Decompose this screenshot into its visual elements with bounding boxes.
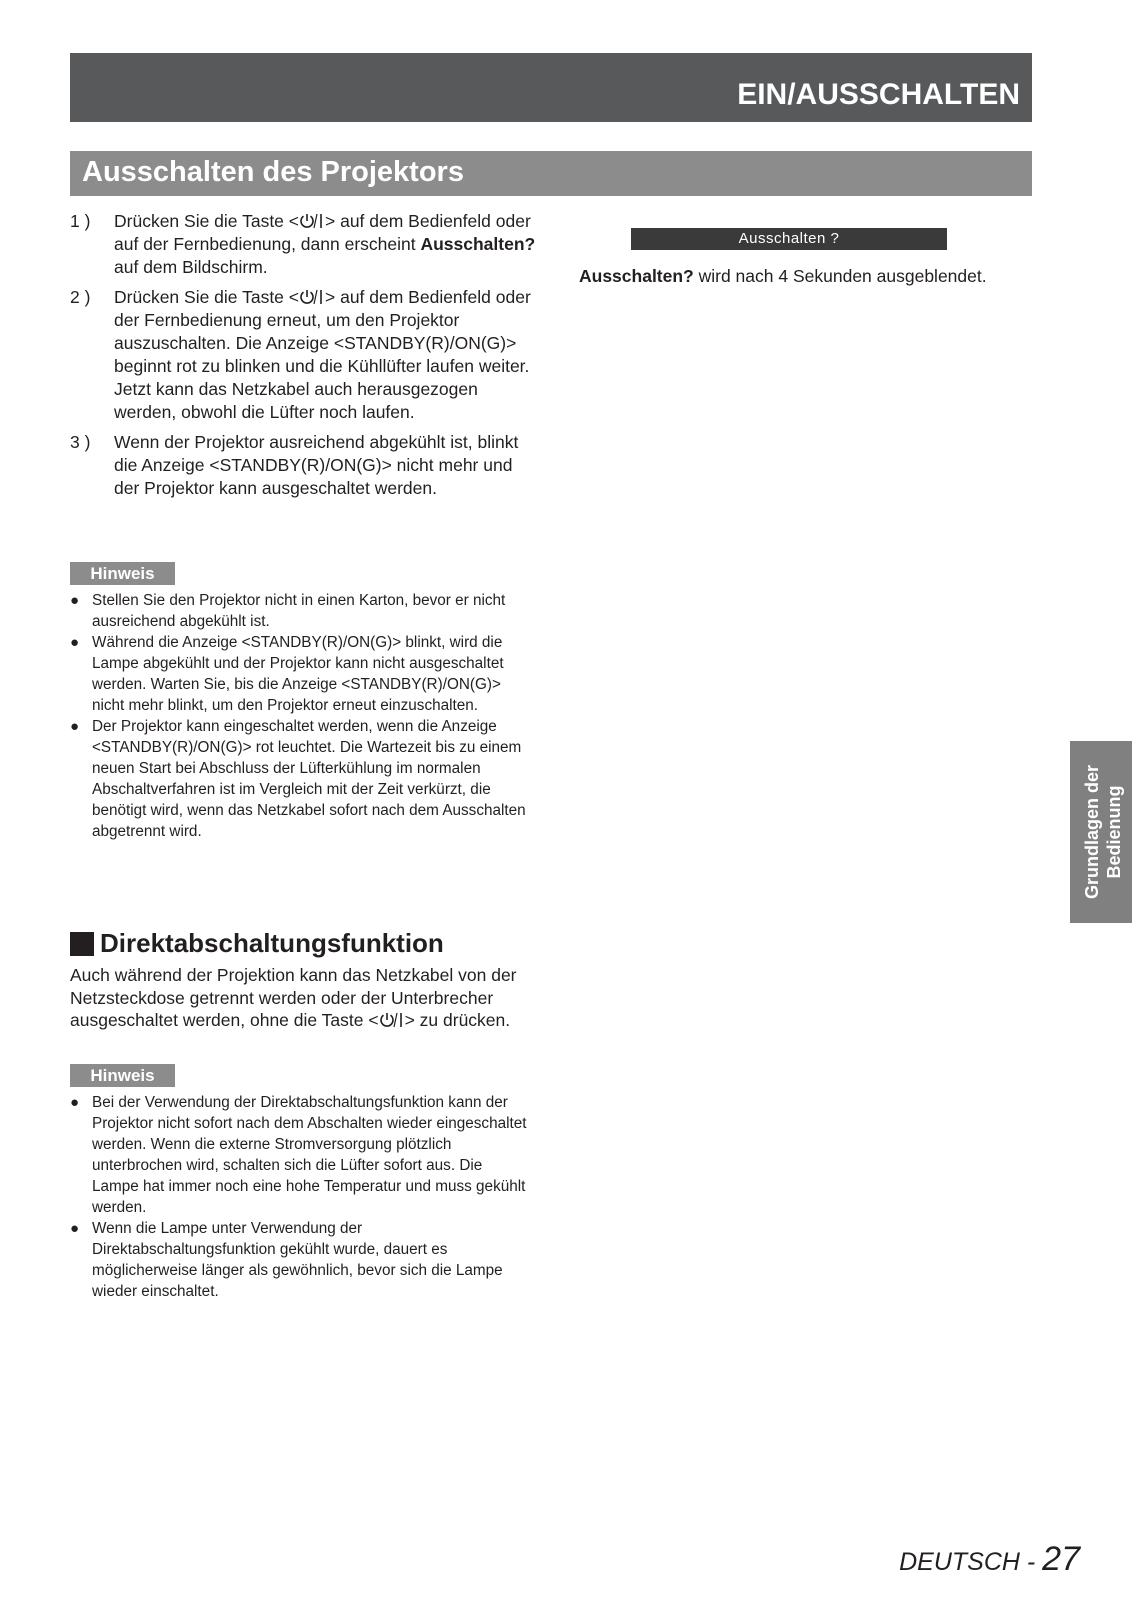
- note-item: [70, 1092, 530, 1218]
- power-standby-icon: [299, 289, 325, 305]
- section-heading-bar: [70, 151, 1032, 196]
- hinweis-notes-list: [70, 590, 530, 842]
- note-item: [70, 716, 530, 842]
- note-item: [70, 590, 530, 632]
- step-text: [114, 286, 540, 424]
- page-header-bar: [70, 53, 1032, 122]
- step-text-part: > auf dem Bedienfeld oder auf der Fernbedienung, dann erscheint: [114, 211, 531, 254]
- caption-bold: Ausschalten?: [579, 266, 694, 286]
- step-number: 3 ): [70, 432, 91, 452]
- page-footer: [899, 1540, 1080, 1579]
- bullet-icon: ●: [70, 1094, 80, 1111]
- side-tab-line: Grundlagen der: [1081, 764, 1102, 900]
- note-text: Stellen Sie den Projektor nicht in einen Karton, bevor er nicht ausreichend abgekühlt ist.: [92, 592, 506, 630]
- note-text: Wenn die Lampe unter Verwendung der Direktabschaltungsfunktion gekühlt wurde, dauert es möglicherweise länger als gewöhnlich, bevor sich die Lampe wieder einschaltet.: [92, 1220, 503, 1300]
- step-number: 2 ): [70, 287, 91, 307]
- chapter-side-tab[interactable]: [1070, 741, 1132, 923]
- note-item: [70, 632, 530, 716]
- subsection-title: Direktabschaltungsfunktion: [100, 928, 444, 958]
- para-text-part: Auch während der Projektion kann das Netzkabel von der Netzsteckdose getrennt werden oder der Unterbrecher ausgeschaltet werden, ohne die Taste <: [70, 965, 517, 1030]
- onscreen-message-caption: [579, 265, 987, 288]
- step-text-part: Drücken Sie die Taste <: [114, 287, 299, 307]
- step-text-part: Drücken Sie die Taste <: [114, 211, 299, 231]
- note-item: [70, 1218, 530, 1302]
- power-standby-icon: [299, 213, 325, 229]
- direct-shutdown-paragraph: [70, 964, 530, 1032]
- step-item: [70, 431, 540, 500]
- onscreen-message-box: Ausschalten ?: [631, 228, 947, 250]
- note-text: Bei der Verwendung der Direktabschaltungsfunktion kann der Projektor nicht sofort nach dem Abschalten wieder eingeschaltet werden. Wenn die externe Stromversorgung plötzlich unterbrochen wird, schalten sich die Lüfter sofort aus. Die Lampe hat immer noch eine hohe Temperatur und muss gekühlt werden.: [92, 1094, 527, 1216]
- square-bullet-icon: [70, 932, 94, 956]
- note-text: Der Projektor kann eingeschaltet werden, wenn die Anzeige <STANDBY(R)/ON(G)> rot leuchtet. Die Wartezeit bis zu einem neuen Start bei Abschluss der Lüfterkühlung im normalen Abschaltverfahren ist im Vergleich mit der Zeit verkürzt, die benötigt wird, wenn das Netzkabel sofort nach dem Ausschalten abgetrennt wird.: [92, 718, 526, 840]
- caption-text: wird nach 4 Sekunden ausgeblendet.: [693, 266, 987, 286]
- page-header-title: EIN/AUSSCHALTEN: [737, 78, 1020, 111]
- subsection-heading: [70, 928, 444, 959]
- hinweis-badge: Hinweis: [70, 562, 175, 585]
- steps-list: [70, 210, 540, 507]
- step-text-bold: Ausschalten?: [420, 234, 536, 254]
- step-text: [114, 210, 540, 279]
- note-text: Während die Anzeige <STANDBY(R)/ON(G)> blinkt, wird die Lampe abgekühlt und der Projektor kann nicht ausgeschaltet werden. Warten Sie, bis die Anzeige <STANDBY(R)/ON(G)> nicht mehr blinkt, um den Projektor erneut einzuschalten.: [92, 634, 504, 714]
- step-item: [70, 210, 540, 279]
- bullet-icon: ●: [70, 592, 80, 609]
- step-item: [70, 286, 540, 424]
- para-text-part: > zu drücken.: [404, 1010, 511, 1030]
- hinweis-badge: Hinweis: [70, 1064, 175, 1087]
- footer-language: DEUTSCH -: [899, 1548, 1043, 1576]
- page-number: 27: [1042, 1540, 1080, 1578]
- section-title: Ausschalten des Projektors: [82, 156, 464, 188]
- step-number: 1 ): [70, 211, 91, 231]
- bullet-icon: ●: [70, 718, 80, 735]
- step-text: Wenn der Projektor ausreichend abgekühlt ist, blinkt die Anzeige <STANDBY(R)/ON(G)> nicht mehr und der Projektor kann ausgeschaltet werden.: [114, 432, 519, 498]
- side-tab-label: [1081, 765, 1125, 899]
- side-tab-line: Bedienung: [1103, 785, 1124, 879]
- bullet-icon: ●: [70, 634, 80, 651]
- step-text-part: > auf dem Bedienfeld oder der Fernbedienung erneut, um den Projektor auszuschalten. Die Anzeige <STANDBY(R)/ON(G)> beginnt rot zu blinken und die Kühllüfter laufen weiter. Jetzt kann das Netzkabel auch herausgezogen werden, obwohl die Lüfter noch laufen.: [114, 287, 531, 422]
- power-standby-icon: [379, 1012, 405, 1028]
- hinweis-notes-list: [70, 1092, 530, 1302]
- step-text-part: auf dem Bildschirm.: [114, 257, 268, 277]
- bullet-icon: ●: [70, 1220, 80, 1237]
